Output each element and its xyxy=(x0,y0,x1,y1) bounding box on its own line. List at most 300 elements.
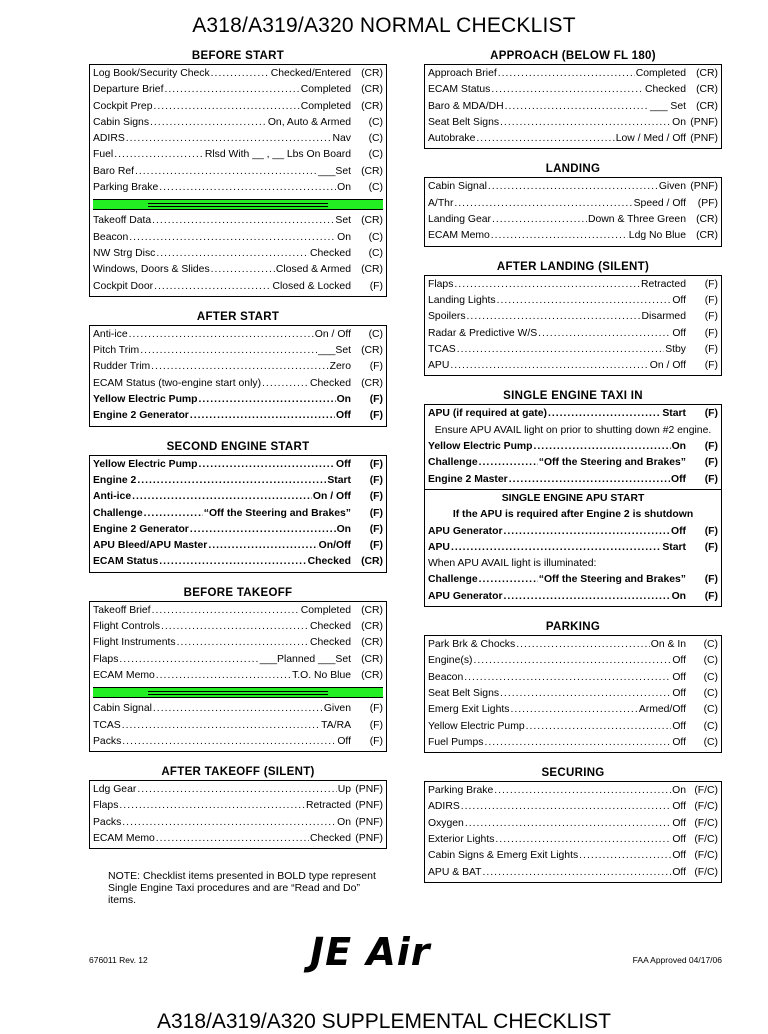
row-value: Zero xyxy=(329,361,351,373)
leader-dots xyxy=(538,326,671,342)
row-label: APU Bleed/APU Master xyxy=(93,540,208,552)
section-title: SECURING xyxy=(541,767,605,780)
checklist-row xyxy=(428,653,718,669)
row-value: On xyxy=(672,785,686,797)
row-value: On / Off xyxy=(649,360,686,372)
row-value: Checked xyxy=(309,637,351,649)
checklist-row xyxy=(93,831,383,847)
section-after-takeoff xyxy=(89,764,387,849)
row-label: Yellow Electric Pump xyxy=(93,458,198,470)
page-title: A318/A319/A320 NORMAL CHECKLIST xyxy=(192,14,576,37)
checklist-row xyxy=(93,343,383,359)
row-label: Cabin Signs & Emerg Exit Lights xyxy=(428,850,579,862)
row-crew: (F) xyxy=(704,343,718,355)
leader-dots xyxy=(500,115,671,131)
row-crew: (PNF) xyxy=(355,784,383,796)
checklist-row xyxy=(93,131,383,147)
checklist-row xyxy=(93,408,383,424)
checklist-row xyxy=(93,327,383,343)
row-crew: (CR) xyxy=(696,214,718,226)
row-label: Oxygen xyxy=(428,817,464,829)
row-value: Off xyxy=(672,687,686,699)
row-value: On xyxy=(672,116,686,128)
row-label: TCAS xyxy=(93,719,121,731)
row-crew: (F) xyxy=(369,735,383,747)
section-title: BEFORE START xyxy=(191,50,285,62)
row-value: Retracted xyxy=(640,278,686,290)
row-value: On xyxy=(337,816,351,828)
checklist-row xyxy=(93,798,383,814)
row-label: APU (if required at gate) xyxy=(428,408,547,420)
leader-dots xyxy=(199,392,336,408)
row-crew: (C) xyxy=(703,671,718,683)
row-crew: (C) xyxy=(703,655,718,667)
row-crew: (PNF) xyxy=(690,181,718,193)
checklist-row xyxy=(428,196,718,212)
leader-dots xyxy=(262,376,309,392)
bold-note: NOTE: Checklist items presented in BOLD type represent Single Engine Taxi procedures and are “Read and Do” items. xyxy=(108,870,376,906)
row-value: Up xyxy=(337,784,351,796)
row-label: Flaps xyxy=(93,653,119,665)
leader-dots xyxy=(473,653,671,669)
row-label: Challenge xyxy=(93,507,143,519)
row-label: Parking Brake xyxy=(93,182,159,194)
checklist-row xyxy=(428,99,718,115)
checklist-row xyxy=(428,309,718,325)
row-crew: (F) xyxy=(704,278,718,290)
leader-dots xyxy=(534,439,671,455)
leader-dots xyxy=(488,179,658,195)
leader-dots xyxy=(516,637,650,653)
je-air-logo xyxy=(310,930,510,974)
leader-dots xyxy=(451,540,661,556)
row-value: Ldg No Blue xyxy=(628,230,686,242)
row-crew: (C) xyxy=(368,149,383,161)
leader-dots xyxy=(497,293,672,309)
checklist-row xyxy=(93,734,383,750)
row-crew: (CR) xyxy=(361,653,383,665)
checklist-row xyxy=(93,782,383,798)
row-label: Flaps xyxy=(428,278,454,290)
checklist-row xyxy=(428,326,718,342)
checklist-row xyxy=(93,82,383,98)
checklist-box xyxy=(89,64,387,297)
row-value: Stby xyxy=(665,343,686,355)
checklist-box xyxy=(89,455,387,573)
checklist-row xyxy=(93,652,383,668)
leader-dots xyxy=(457,342,664,358)
row-value: Checked xyxy=(309,832,351,844)
checklist-row xyxy=(428,589,718,605)
row-label: ADIRS xyxy=(428,801,460,813)
checklist-row xyxy=(428,783,718,799)
row-label: Yellow Electric Pump xyxy=(428,441,533,453)
leader-dots xyxy=(152,213,334,229)
row-label: ECAM Status xyxy=(93,556,159,568)
row-crew: (C) xyxy=(368,133,383,145)
leader-dots xyxy=(151,359,328,375)
row-value: Off xyxy=(670,473,686,485)
checklist-box xyxy=(89,601,387,752)
leader-dots xyxy=(144,506,203,522)
row-value: ___Planned ___Set xyxy=(259,653,351,665)
row-value: Off xyxy=(672,671,686,683)
checklist-row xyxy=(428,472,718,488)
row-label: ECAM Status (two-engine start only) xyxy=(93,377,262,389)
leader-dots xyxy=(494,783,671,799)
row-label: APU & BAT xyxy=(428,866,482,878)
row-value: On, Auto & Armed xyxy=(267,116,351,128)
row-value: Speed / Off xyxy=(633,197,686,209)
row-value: Armed/Off xyxy=(638,704,686,716)
row-crew: (F/C) xyxy=(694,817,718,829)
row-value: On/Off xyxy=(318,540,351,552)
leader-dots xyxy=(137,473,326,489)
row-value: Off xyxy=(672,327,686,339)
row-crew: (F) xyxy=(704,311,718,323)
row-crew: (PNF) xyxy=(355,832,383,844)
row-crew: (F) xyxy=(704,408,718,420)
section-before-takeoff xyxy=(89,585,387,752)
row-label: Packs xyxy=(93,816,122,828)
row-value: “Off the Steering and Brakes” xyxy=(538,574,686,586)
leader-dots xyxy=(208,538,317,554)
row-crew: (CR) xyxy=(361,621,383,633)
section-title: SINGLE ENGINE TAXI IN xyxy=(503,390,643,403)
row-crew: (PNF) xyxy=(690,133,718,145)
row-crew: (C) xyxy=(368,231,383,243)
row-value: Checked/Entered xyxy=(270,68,351,79)
leader-dots xyxy=(450,358,648,374)
row-crew: (CR) xyxy=(361,604,383,616)
green-separator xyxy=(93,687,383,698)
row-value: T.O. No Blue xyxy=(292,669,351,681)
row-label: Fuel xyxy=(93,149,114,161)
row-value: Off xyxy=(672,801,686,813)
leader-dots xyxy=(156,668,291,684)
checklist-row xyxy=(93,668,383,684)
row-value: Off xyxy=(672,720,686,732)
row-label: Cockpit Prep xyxy=(93,100,153,112)
row-crew: (CR) xyxy=(361,215,383,227)
row-label: Seat Belt Signs xyxy=(428,687,500,699)
row-label: Emerg Exit Lights xyxy=(428,704,510,716)
checklist-row xyxy=(93,457,383,473)
checklist-row xyxy=(93,180,383,196)
leader-dots xyxy=(159,554,306,570)
instruction-text xyxy=(428,423,718,439)
section-title: LANDING xyxy=(545,163,601,176)
row-label: Yellow Electric Pump xyxy=(428,720,525,732)
checklist-box xyxy=(424,781,722,883)
row-label: Seat Belt Signs xyxy=(428,116,500,128)
row-label: Cabin Signal xyxy=(93,703,152,715)
row-value: Off xyxy=(337,735,351,747)
checklist-row xyxy=(93,115,383,131)
row-crew: (C) xyxy=(703,639,718,651)
row-label: Rudder Trim xyxy=(93,361,151,373)
row-label: Flaps xyxy=(93,800,119,812)
checklist-row xyxy=(428,540,718,556)
row-label: Landing Gear xyxy=(428,214,491,226)
checklist-row xyxy=(93,554,383,570)
row-value: On xyxy=(336,394,351,406)
checklist-row xyxy=(428,572,718,588)
checklist-row xyxy=(428,179,718,195)
row-label: Challenge xyxy=(428,574,478,586)
row-label: Engine 2 Generator xyxy=(93,523,189,535)
checklist-row xyxy=(93,701,383,717)
row-value: On xyxy=(671,590,686,602)
row-crew: (PNF) xyxy=(355,800,383,812)
row-crew: (F) xyxy=(369,280,383,292)
leader-dots xyxy=(504,524,670,540)
row-label: TCAS xyxy=(428,343,456,355)
leader-dots xyxy=(467,309,641,325)
leader-dots xyxy=(122,815,336,831)
checklist-row xyxy=(93,230,383,246)
checklist-row xyxy=(93,473,383,489)
checklist-row xyxy=(428,406,718,422)
row-value: Completed xyxy=(300,100,351,112)
row-value: On & In xyxy=(650,639,686,651)
leader-dots xyxy=(150,115,267,131)
leader-dots xyxy=(461,799,672,815)
row-label: Approach Brief xyxy=(428,68,497,79)
checklist-row xyxy=(93,213,383,229)
leader-dots xyxy=(479,572,538,588)
leader-dots xyxy=(509,472,670,488)
row-value: Off xyxy=(672,294,686,306)
faa-approval: FAA Approved 04/17/06 xyxy=(632,955,722,965)
row-label: Cabin Signal xyxy=(428,181,487,193)
row-value: TA/RA xyxy=(321,719,351,731)
section-second-engine-start xyxy=(89,439,387,573)
row-value: On / Off xyxy=(314,328,351,340)
row-crew: (CR) xyxy=(696,68,718,79)
row-value: Nav xyxy=(332,133,351,145)
checklist-box xyxy=(424,404,722,489)
row-value: Completed xyxy=(300,84,351,96)
row-value: Start xyxy=(662,541,686,553)
leader-dots xyxy=(152,603,300,619)
checklist-row xyxy=(428,719,718,735)
checklist-row xyxy=(428,670,718,686)
row-label: A/Thr xyxy=(428,197,454,209)
green-separator xyxy=(93,199,383,210)
checklist-row xyxy=(428,82,718,98)
leader-dots xyxy=(122,718,320,734)
leader-dots xyxy=(505,99,650,115)
row-crew: (F) xyxy=(704,457,718,469)
row-crew: (CR) xyxy=(696,100,718,112)
row-crew: (C) xyxy=(703,736,718,748)
row-crew: (PNF) xyxy=(690,116,718,128)
row-crew: (CR) xyxy=(361,377,383,389)
revision-number: 676011 Rev. 12 xyxy=(89,955,148,965)
checklist-row xyxy=(93,99,383,115)
checklist-row xyxy=(93,246,383,262)
checklist-row xyxy=(93,522,383,538)
row-value: Off xyxy=(670,525,686,537)
row-value: “Off the Steering and Brakes” xyxy=(538,457,686,469)
row-value: On xyxy=(337,182,351,194)
row-label: Yellow Electric Pump xyxy=(93,394,198,406)
row-value: Completed xyxy=(635,68,686,79)
checklist-box xyxy=(424,177,722,246)
row-crew: (C) xyxy=(368,247,383,259)
leader-dots xyxy=(526,719,672,735)
row-crew: (CR) xyxy=(361,556,383,568)
row-label: NW Strg Disc xyxy=(93,247,156,259)
row-value: Off xyxy=(335,458,351,470)
row-value: “Off the Steering and Brakes” xyxy=(203,507,351,519)
row-label: Anti-ice xyxy=(93,491,132,503)
leader-dots xyxy=(164,82,299,98)
instruction-text xyxy=(428,507,718,523)
row-label: ADIRS xyxy=(93,133,125,145)
checklist-row xyxy=(428,277,718,293)
row-crew: (C) xyxy=(368,182,383,194)
row-crew: (F) xyxy=(704,541,718,553)
subsection-title xyxy=(428,491,718,507)
row-crew: (CR) xyxy=(696,230,718,242)
leader-dots xyxy=(122,734,336,750)
logo-text: JE Air xyxy=(310,930,431,974)
checklist-row xyxy=(93,815,383,831)
row-value: Checked xyxy=(309,247,351,259)
row-label: Engine 2 Master xyxy=(428,473,508,485)
row-value: Checked xyxy=(309,377,351,389)
checklist-row xyxy=(93,635,383,651)
row-label: Beacon xyxy=(93,231,129,243)
row-label: Radar & Predictive W/S xyxy=(428,327,538,339)
section-title: AFTER LANDING (SILENT) xyxy=(496,260,650,273)
leader-dots xyxy=(495,832,671,848)
checklist-row xyxy=(428,524,718,540)
checklist-row xyxy=(428,212,718,228)
checklist-row xyxy=(93,718,383,734)
row-crew: (CR) xyxy=(696,84,718,96)
row-value: Completed xyxy=(300,604,351,616)
row-value: Start xyxy=(327,474,351,486)
row-label: Baro & MDA/DH xyxy=(428,100,504,112)
section-approach xyxy=(424,48,722,149)
leader-dots xyxy=(154,279,271,295)
checklist-row xyxy=(93,376,383,392)
row-value: Disarmed xyxy=(641,311,686,323)
supplemental-title: A318/A319/A320 SUPPLEMENTAL CHECKLIST xyxy=(156,1010,612,1033)
row-crew: (C) xyxy=(703,720,718,732)
apu-note: If the APU is required after Engine 2 is shutdown xyxy=(452,509,694,521)
row-crew: (F) xyxy=(704,590,718,602)
checklist-row xyxy=(428,799,718,815)
checklist-row xyxy=(93,262,383,278)
checklist-row xyxy=(93,603,383,619)
row-label: Log Book/Security Check xyxy=(93,68,210,79)
checklist-row xyxy=(428,66,718,82)
row-crew: (F) xyxy=(369,540,383,552)
right-column xyxy=(424,48,722,883)
row-label: Packs xyxy=(93,735,122,747)
row-crew: (F) xyxy=(369,458,383,470)
section-single-engine-taxi xyxy=(424,388,722,607)
row-value: Off xyxy=(672,736,686,748)
checklist-row xyxy=(428,702,718,718)
leader-dots xyxy=(498,66,635,82)
row-crew: (F) xyxy=(704,525,718,537)
row-crew: (CR) xyxy=(361,68,383,79)
checklist-row xyxy=(93,489,383,505)
leader-dots xyxy=(454,196,632,212)
row-crew: (F/C) xyxy=(694,801,718,813)
row-crew: (F) xyxy=(369,491,383,503)
row-value: Checked xyxy=(307,556,351,568)
leader-dots xyxy=(177,635,309,651)
leader-dots xyxy=(156,831,309,847)
section-title: PARKING xyxy=(545,621,601,634)
checklist-row xyxy=(428,115,718,131)
checklist-row xyxy=(93,392,383,408)
checklist-row xyxy=(428,637,718,653)
row-crew: (CR) xyxy=(361,345,383,357)
checklist-row xyxy=(428,131,718,147)
instruction-note: Ensure APU AVAIL light on prior to shutting down #2 engine. xyxy=(434,424,712,436)
row-label: ECAM Status xyxy=(428,84,491,96)
row-crew: (F) xyxy=(704,294,718,306)
leader-dots xyxy=(129,230,336,246)
row-label: ECAM Memo xyxy=(93,832,155,844)
row-crew: (CR) xyxy=(361,84,383,96)
row-crew: (F) xyxy=(369,394,383,406)
row-label: APU xyxy=(428,541,450,553)
leader-dots xyxy=(465,816,672,832)
row-value: ___ Set xyxy=(650,100,686,112)
leader-dots xyxy=(161,619,309,635)
apu-start-title: SINGLE ENGINE APU START xyxy=(501,492,645,504)
section-before-start xyxy=(89,48,387,297)
checklist-row xyxy=(93,619,383,635)
row-crew: (CR) xyxy=(361,264,383,276)
leader-dots xyxy=(156,246,309,262)
checklist-row xyxy=(93,66,383,82)
section-landing xyxy=(424,161,722,246)
row-label: Cockpit Door xyxy=(93,280,154,292)
leader-dots xyxy=(479,455,538,471)
section-after-start xyxy=(89,309,387,427)
row-label: Park Brk & Chocks xyxy=(428,639,516,651)
leader-dots xyxy=(491,228,628,244)
leader-dots xyxy=(135,164,317,180)
checklist-row xyxy=(428,735,718,751)
leader-dots xyxy=(153,99,299,115)
row-crew: (C) xyxy=(703,704,718,716)
leader-dots xyxy=(129,327,314,343)
row-crew: (F) xyxy=(369,703,383,715)
row-value: Off xyxy=(672,850,686,862)
leader-dots xyxy=(126,131,332,147)
instruction-text xyxy=(428,556,718,572)
row-crew: (F) xyxy=(369,361,383,373)
checklist-row xyxy=(93,359,383,375)
row-value: Start xyxy=(662,408,686,420)
row-label: Ldg Gear xyxy=(93,784,137,796)
checklist-row xyxy=(93,147,383,163)
apu-avail-note: When APU AVAIL light is illuminated: xyxy=(428,558,597,570)
row-crew: (F/C) xyxy=(694,785,718,797)
row-value: Closed & Locked xyxy=(272,280,351,292)
leader-dots xyxy=(464,670,671,686)
